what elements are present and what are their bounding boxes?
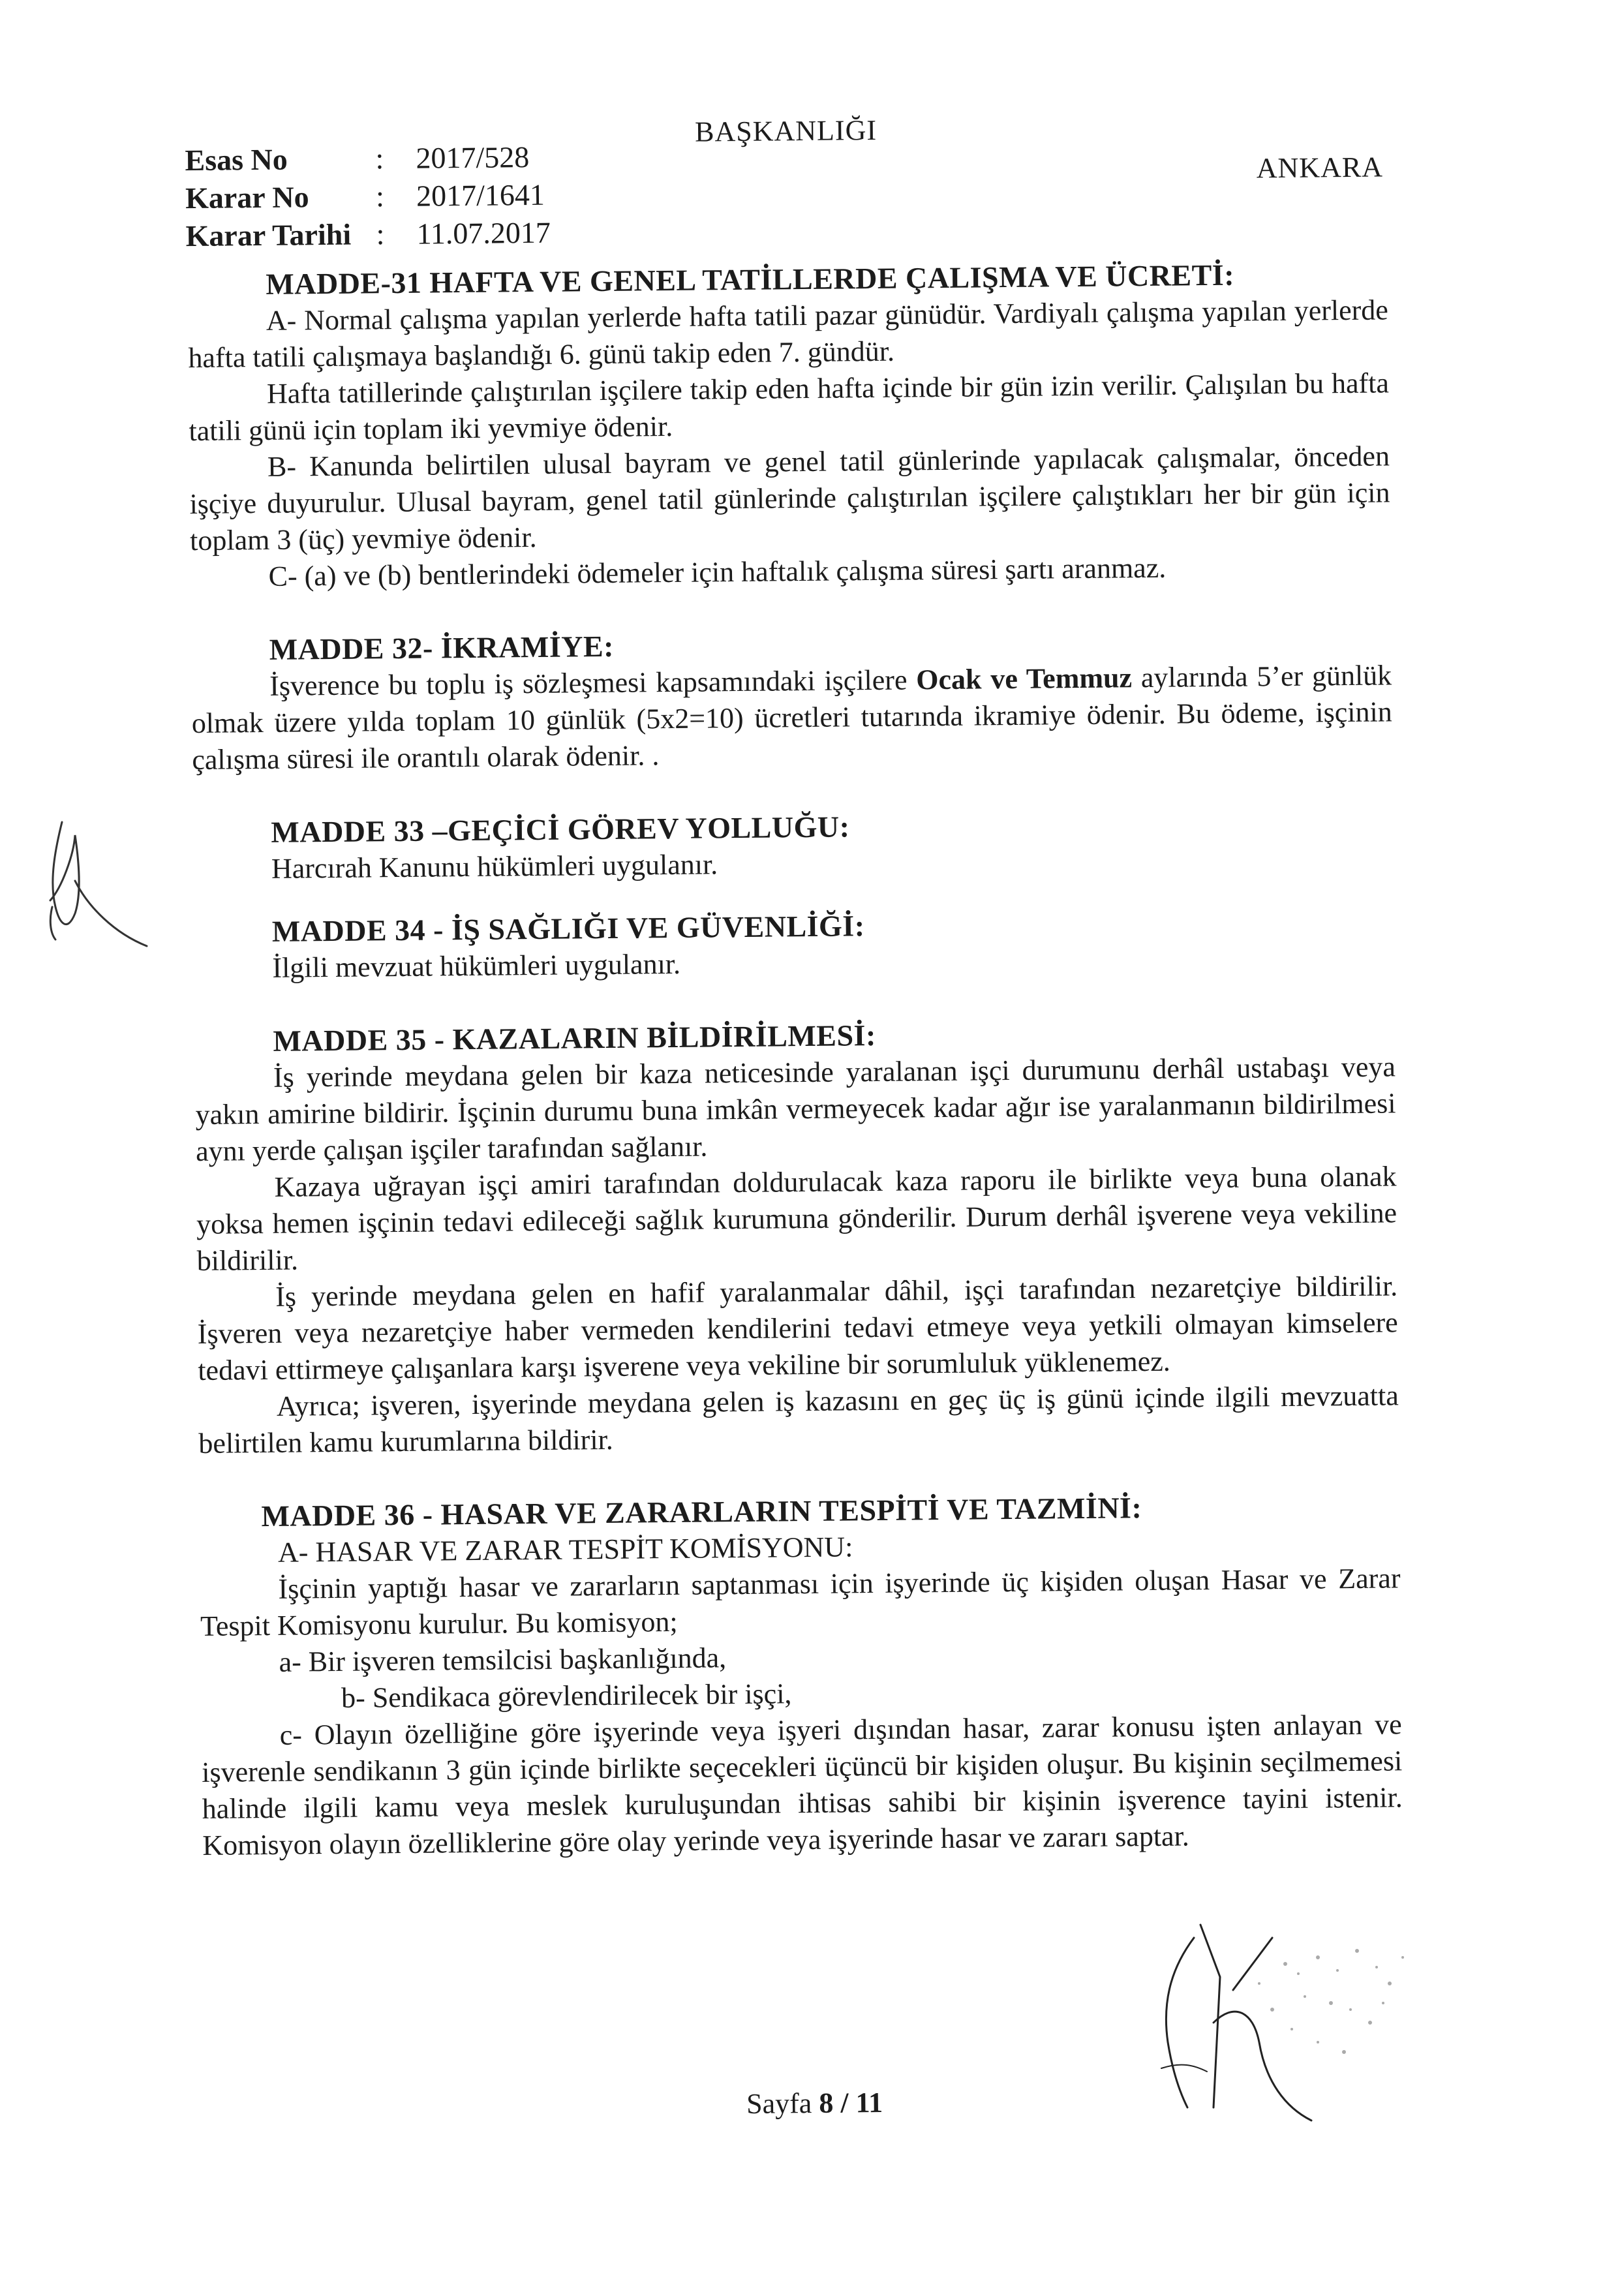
case-colons: : : :	[375, 142, 385, 251]
margin-initial-signature	[36, 809, 166, 966]
section-madde-33	[192, 803, 1394, 888]
header-city: ANKARA	[1256, 151, 1384, 185]
section-madde-34	[194, 902, 1395, 987]
paragraph: Kazaya uğrayan işçi amiri tarafından doldurulacak kaza raporu ile birlikte veya buna olanak yoksa hemen işçinin tedavi edileceği sağlık kurumuna gönderilir. Durum derhâl işverene veya vekiline bildirilir.	[196, 1160, 1397, 1278]
paragraph: İşçinin yaptığı hasar ve zararların saptanması için işyerinde üç kişiden oluşan Hasar ve Zarar Tespit Komisyonu kurulur. Bu komisyon;	[200, 1562, 1401, 1642]
list-item-c: c- Olayın özelliğine göre işyerinde veya işyeri dışından hasar, zarar konusu işten anlayan ve işverenle sendikanın 3 gün içinde birlikte seçecekleri üçüncü bir kişiden oluşur. Bu kişinin seçilmemesi halinde ilgili kamu veya meslek kuruluşundan ihtisas sahibi bir kişinin işverence tayini istenir. Komisyon olayın özelliklerine göre olay yerinde veya işyerinde hasar ve zararı saptar.	[201, 1708, 1403, 1861]
case-labels	[185, 140, 351, 255]
section-subtitle: A- HASAR VE ZARAR TESPİT KOMİSYONU:	[277, 1531, 853, 1569]
section-title: MADDE 35 - KAZALARIN BİLDİRİLMESİ:	[273, 1018, 876, 1058]
document-body	[187, 255, 1403, 1864]
case-values	[416, 138, 551, 253]
page-label: Sayfa	[746, 2087, 812, 2120]
label-karar-no: Karar No	[185, 180, 309, 215]
paragraph: İş yerinde meydana gelen bir kaza neticesinde yaralanan işçi durumunu derhâl ustabaşı veya yakın amirine bildirir. İşçinin durumu buna imkân vermeyecek kadar ağır ise yaralanmanın bildirilmesi aynı yerde çalışan işçiler tarafından sağlanır.	[195, 1050, 1396, 1168]
label-esas-no: Esas No	[185, 142, 288, 177]
value-karar-tarihi: 11.07.2017	[416, 215, 551, 251]
paragraph: İşverence bu toplu iş sözleşmesi kapsamındaki işçilere Ocak ve Temmuz aylarında 5’er günlük olmak üzere yılda toplam 10 günlük (5x2=10) ücretleri tutarında ikramiye ödenir. Bu ödeme, işçinin çalışma süresi ile orantılı olarak ödenir. .	[191, 659, 1392, 776]
paragraph: A- Normal çalışma yapılan yerlerde hafta tatili pazar günüdür. Vardiyalı çalışma yapılan yerlerde hafta tatili çalışmaya başlandığı 6. günü takip eden 7. gündür.	[188, 294, 1389, 375]
section-title: MADDE 36 - HASAR VE ZARARLARIN TESPİTİ VE TAZMİNİ:	[261, 1491, 1142, 1533]
section-madde-31	[187, 255, 1391, 596]
value-esas-no: 2017/528	[416, 140, 530, 175]
paragraph: İlgili mevzuat hükümleri uygulanır.	[272, 947, 681, 984]
paragraph: Harcırah Kanunu hükümleri uygulanır.	[271, 848, 718, 885]
section-madde-36	[199, 1487, 1403, 1864]
paragraph: B- Kanunda belirtilen ulusal bayram ve genel tatil günlerinde yapılacak çalışmalar, önceden işçiye duyurulur. Ulusal bayram, genel tatil günlerinde çalıştırılan işçilere çalıştıkları her bir gün için toplam 3 (üç) yevmiye ödenir.	[189, 440, 1390, 557]
paragraph: C- (a) ve (b) bentlerindeki ödemeler için haftalık çalışma süresi şartı aranmaz.	[268, 551, 1167, 592]
list-item-b: b- Sendikaca görevlendirilecek bir işçi,	[341, 1677, 792, 1714]
section-madde-32	[191, 620, 1392, 778]
section-title: MADDE 32- İKRAMİYE:	[269, 629, 615, 666]
initial-signature-icon	[36, 809, 166, 966]
list-item-a: a- Bir işveren temsilcisi başkanlığında,	[279, 1642, 727, 1678]
page-number	[746, 2086, 883, 2120]
section-title: MADDE 33 –GEÇİCİ GÖREV YOLLUĞU:	[271, 810, 850, 849]
signature-stamp	[1122, 1912, 1435, 2134]
section-title: MADDE 34 - İŞ SAĞLIĞI VE GÜVENLİĞİ:	[271, 909, 865, 948]
value-karar-no: 2017/1641	[416, 177, 545, 213]
page-value: 8 / 11	[819, 2086, 883, 2119]
paragraph: İş yerinde meydana gelen en hafif yaralanmalar dâhil, işçi tarafından nezaretçiye bildirilir. İşveren veya nezaretçiye haber vermeden kendilerini tedavi etmeye veya yetkili olmayan kimselere tedavi ettirmeye çalışanlara karşı işverene veya vekiline bir sorumluluk yüklenemez.	[197, 1270, 1398, 1387]
handwritten-signature-icon	[1122, 1912, 1435, 2134]
section-title: MADDE-31 HAFTA VE GENEL TATİLLERDE ÇALIŞMA VE ÜCRETİ:	[266, 258, 1235, 301]
paragraph: Ayrıca; işveren, işyerinde meydana gelen iş kazasını en geç üç iş günü içinde ilgili mevzuatta belirtilen kamu kurumlarına bildirir.	[198, 1379, 1399, 1460]
section-madde-35	[194, 1012, 1399, 1462]
header-office: BAŞKANLIĞI	[694, 114, 878, 148]
label-karar-tarihi: Karar Tarihi	[185, 217, 352, 253]
months-highlight: Ocak ve Temmuz	[916, 662, 1133, 696]
paragraph: Hafta tatillerinde çalıştırılan işçilere takip eden hafta içinde bir gün izin verilir. Çalışılan bu hafta tatili günü için toplam iki yevmiye ödenir.	[189, 367, 1390, 448]
